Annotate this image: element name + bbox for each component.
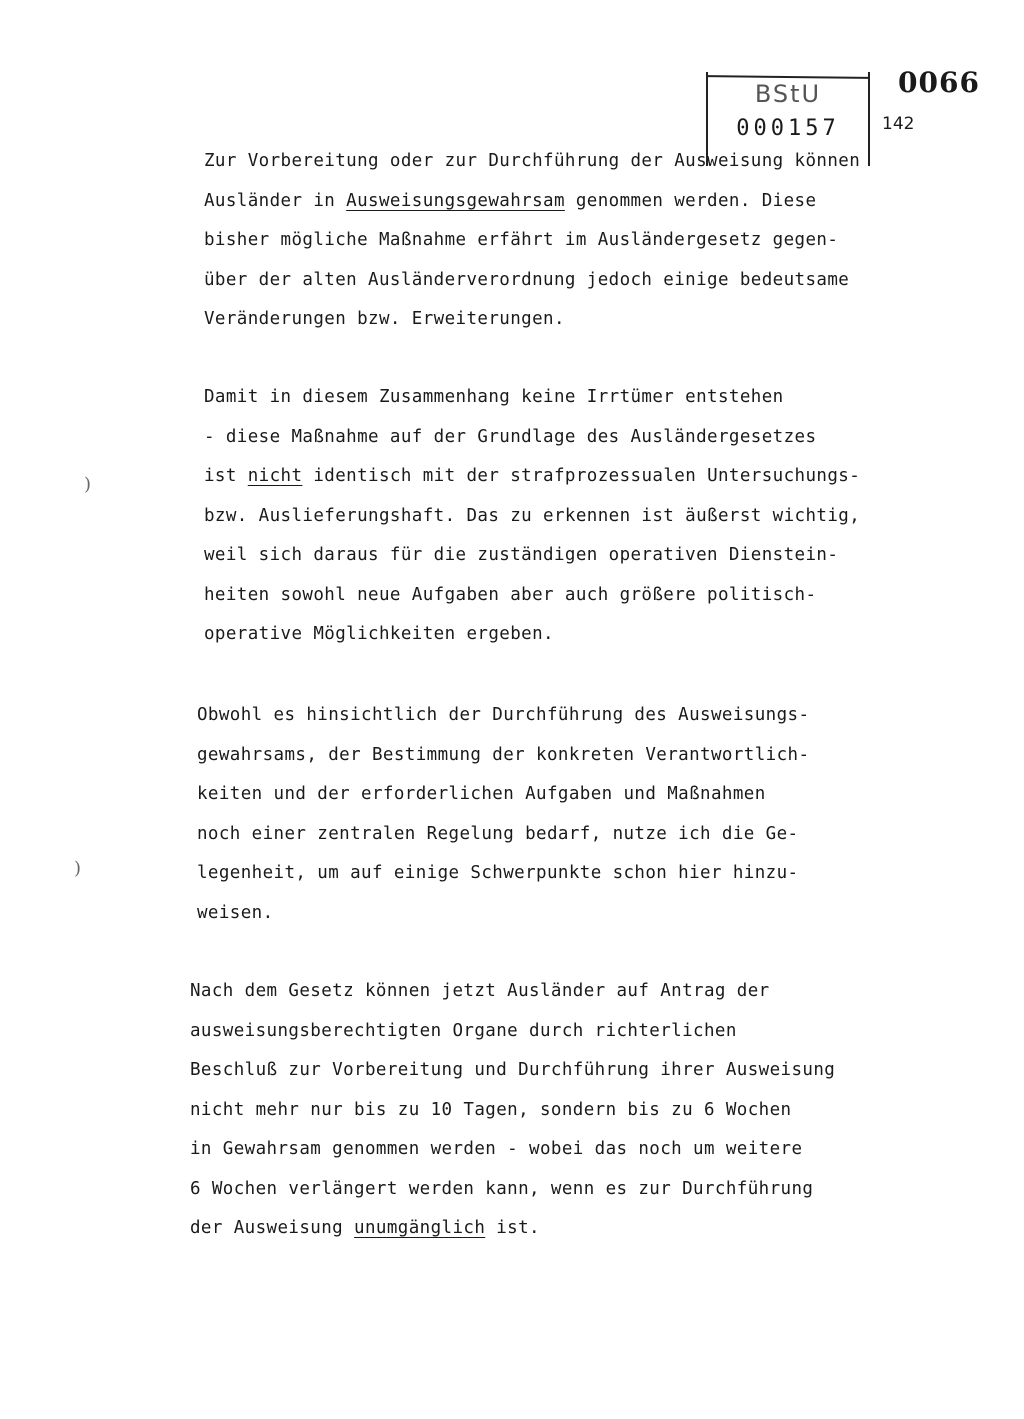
text-line: Obwohl es hinsichtlich der Durchführung des Ausweisungs- <box>197 705 810 725</box>
text-line: nicht mehr nur bis zu 10 Tagen, sondern bis zu 6 Wochen <box>190 1099 792 1120</box>
underlined-word: Ausweisungsgewahrsam <box>346 190 565 211</box>
paragraph-1 <box>204 142 944 340</box>
text-line: bzw. Auslieferungshaft. Das zu erkennen ist äußerst wichtig, <box>204 505 861 526</box>
margin-mark: ) <box>84 474 92 495</box>
text-line: Beschluß zur Vorbereitung und Durchführung ihrer Ausweisung <box>190 1060 836 1080</box>
stamp-name: BStU <box>754 80 822 108</box>
text-line: Veränderungen bzw. Erweiterungen. <box>204 309 565 329</box>
text-line: Damit in diesem Zusammenhang keine Irrtümer entstehen <box>204 387 784 407</box>
text-line: heiten sowohl neue Aufgaben aber auch größere politisch- <box>204 584 817 605</box>
stamp-number: 000157 <box>736 116 840 141</box>
page-number: 142 <box>882 114 915 134</box>
underlined-word: nicht <box>247 466 303 486</box>
text-line: bisher mögliche Maßnahme erfährt im Ausländergesetz gegen- <box>204 230 839 250</box>
text-line: weisen. <box>197 902 274 923</box>
text-line: über der alten Ausländerverordnung jedoch einige bedeutsame <box>204 269 850 290</box>
paragraph-4 <box>190 972 930 1249</box>
text-line: Nach dem Gesetz können jetzt Ausländer auf Antrag der <box>190 981 770 1001</box>
archive-page-number: 0066 <box>898 66 980 99</box>
text-line: Ausländer in Ausweisungsgewahrsam genommen werden. Diese <box>204 190 817 211</box>
text-line: ist nicht identisch mit der strafprozessualen Untersuchungs- <box>204 466 861 486</box>
text-line: der Ausweisung unumgänglich ist. <box>190 1218 540 1238</box>
text-line: keiten und der erforderlichen Aufgaben und Maßnahmen <box>197 784 766 804</box>
text-line: ausweisungsberechtigten Organe durch richterlichen <box>190 1020 737 1041</box>
text-line: in Gewahrsam genommen werden - wobei das noch um weitere <box>190 1139 803 1159</box>
text-line: gewahrsams, der Bestimmung der konkreten Verantwortlich- <box>197 744 810 765</box>
text-line: Zur Vorbereitung oder zur Durchführung der Ausweisung können <box>204 151 861 171</box>
stamp-border-line <box>708 75 868 79</box>
text-line: weil sich daraus für die zuständigen operativen Dienstein- <box>204 545 839 565</box>
text-line: - diese Maßnahme auf der Grundlage des Ausländergesetzes <box>204 426 817 447</box>
underlined-word: unumgänglich <box>354 1218 486 1238</box>
text-line: noch einer zentralen Regelung bedarf, nutze ich die Ge- <box>197 823 799 844</box>
text-line: operative Möglichkeiten ergeben. <box>204 624 554 644</box>
paragraph-2 <box>204 378 944 655</box>
text-line: 6 Wochen verlängert werden kann, wenn es zur Durchführung <box>190 1178 814 1199</box>
paragraph-3 <box>197 696 937 933</box>
text-line: legenheit, um auf einige Schwerpunkte schon hier hinzu- <box>197 863 799 883</box>
margin-mark: ) <box>74 858 82 879</box>
